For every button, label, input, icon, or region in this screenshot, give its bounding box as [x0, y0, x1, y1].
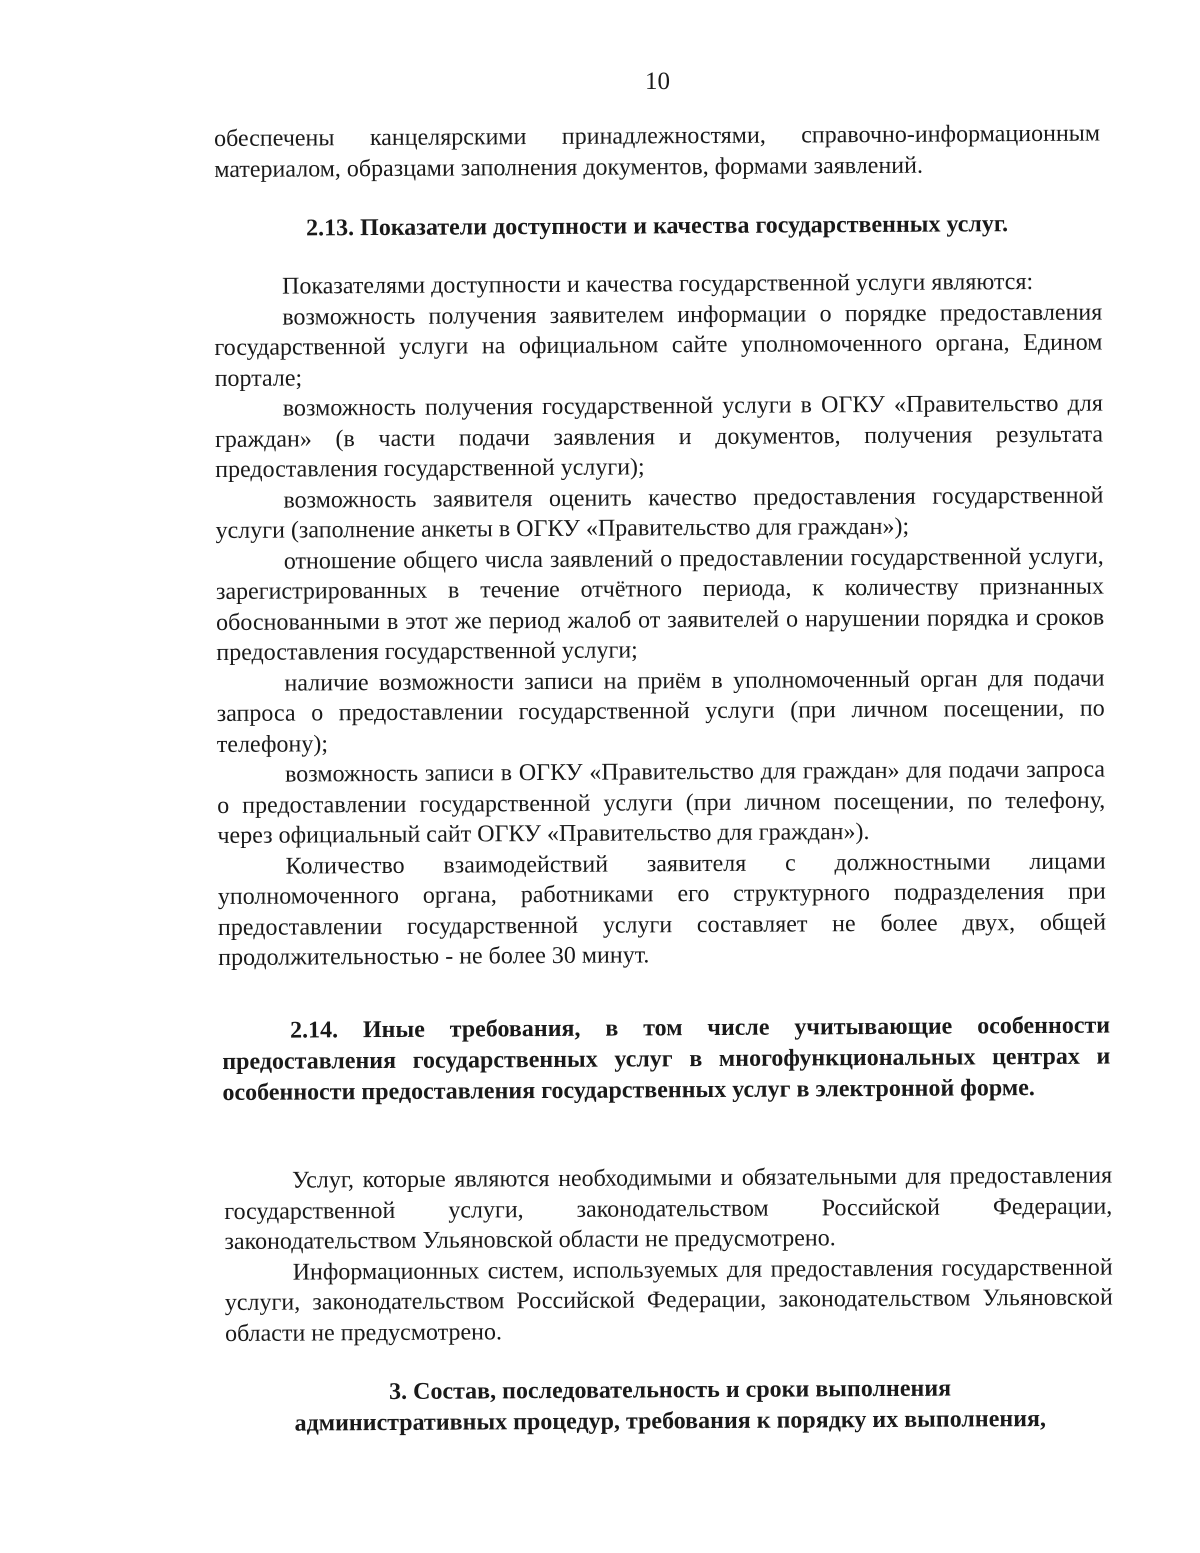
- intro-paragraph-block: [214, 119, 1100, 185]
- paragraph: Показателями доступности и качества государственной услуги являются:: [282, 268, 1034, 300]
- section-2-13-body: [214, 267, 1106, 974]
- paragraph: Количество взаимодействий заявителя с должностными лицами уполномоченного органа, работниками его структурного подразделения при предоставлении государственной услуги составляет не более двух, общей продолжительностью - не более 30 минут.: [217, 848, 1107, 971]
- intro-paragraph: обеспечены канцелярскими принадлежностями, справочно-информационным материалом, образцами заполнения документов, формами заявлений.: [214, 120, 1101, 183]
- paragraph: Информационных систем, используемых для предоставления государственной услуги, законодательством Российской Федерации, законодательством Ульяновской области не предусмотрено.: [224, 1254, 1113, 1347]
- paragraph: наличие возможности записи на приём в уполномоченный орган для подачи запроса о предоставлении государственной услуги (при личном посещении, по телефону);: [216, 665, 1105, 758]
- section-2-14-body: [224, 1161, 1113, 1349]
- paragraph: возможность записи в ОГКУ «Правительство для граждан» для подачи запроса о предоставлении государственной услуги (при личном посещении, по телефону, через официальный сайт ОГКУ «Правительство для граждан»).: [217, 756, 1106, 849]
- paragraph: возможность получения заявителем информации о порядке предоставления государственной услуги на официальном сайте уполномоченного органа, Едином портале;: [214, 299, 1103, 392]
- section-2-13-heading: 2.13. Показатели доступности и качества государственных услуг.: [306, 211, 1009, 242]
- page-number: 10: [645, 68, 670, 95]
- section-3-heading-line-1: 3. Состав, последовательность и сроки выполнения: [388, 1375, 952, 1406]
- paragraph: Услуг, которые являются необходимыми и обязательными для предоставления государственной услуги, законодательством Российской Федерации, законодательством Ульяновской области не предусмотрено.: [224, 1162, 1113, 1255]
- section-3-heading: [226, 1373, 1114, 1440]
- paragraph: отношение общего числа заявлений о предоставлении государственной услуги, зарегистрированных в течение отчётного периода, к количеству признанных обоснованными в этот же период жалоб от заявителей о нарушении порядка и сроков предоставления государственной услуги;: [215, 543, 1105, 666]
- section-3-heading-line-2: административных процедур, требования к порядку их выполнения,: [294, 1405, 1047, 1437]
- paragraph: возможность заявителя оценить качество предоставления государственной услуги (заполнение анкеты в ОГКУ «Правительство для граждан»);: [215, 482, 1104, 544]
- section-2-14-heading: 2.14. Иные требования, в том числе учитывающие особенности предоставления государственных услуг в многофункциональных центрах и особенности предоставления государственных услуг в электронной форме.: [222, 1012, 1111, 1106]
- paragraph: возможность получения государственной услуги в ОГКУ «Правительство для граждан» (в части подачи заявления и документов, получения результата предоставления государственной услуги);: [214, 390, 1104, 483]
